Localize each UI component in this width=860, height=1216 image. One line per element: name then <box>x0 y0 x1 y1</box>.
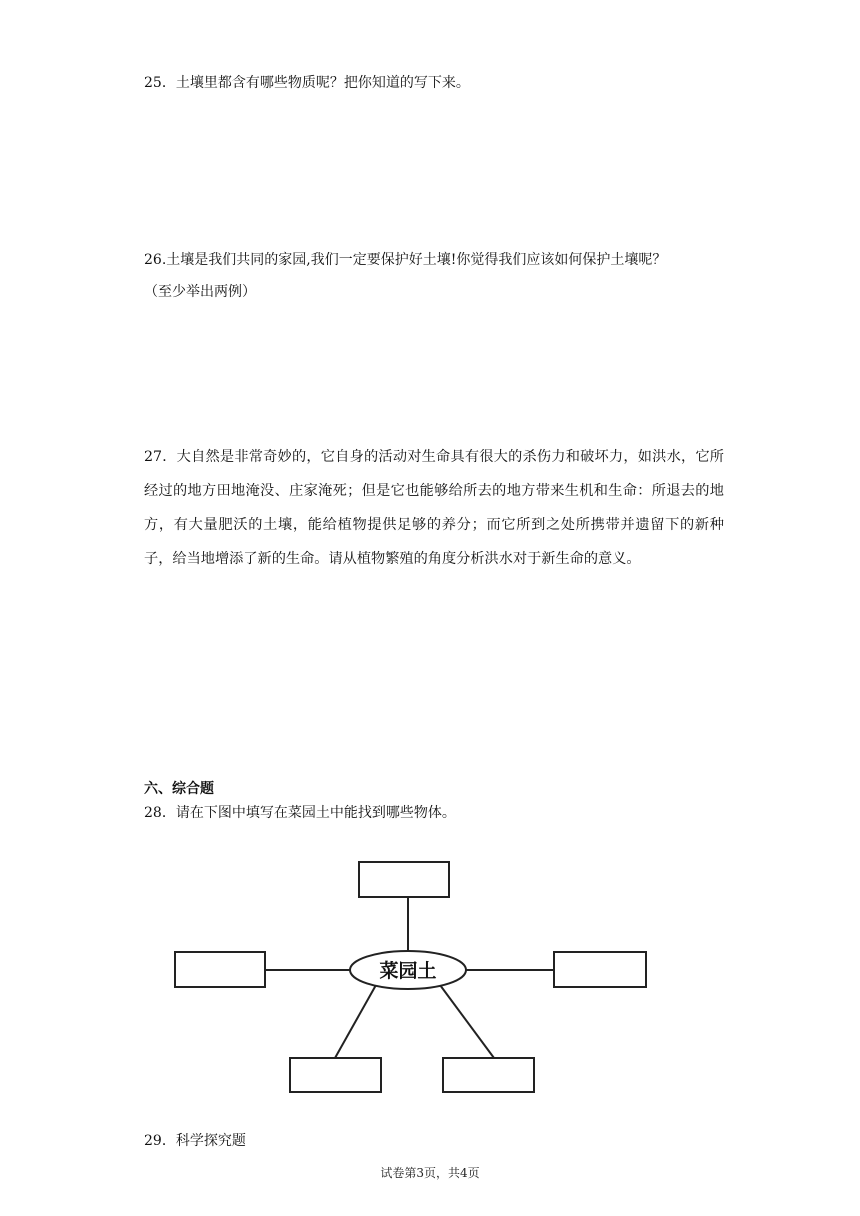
question-26 <box>144 244 724 308</box>
connector-bottom-left <box>335 985 376 1058</box>
question-26-note: （至少举出两例） <box>144 284 256 300</box>
center-label: 菜园土 <box>379 960 437 982</box>
page-footer: 试卷第3页，共4页 <box>380 1166 480 1180</box>
connector-bottom-right <box>440 985 494 1058</box>
answer-box-left[interactable] <box>175 952 265 987</box>
question-26-text: 26.土壤是我们共同的家园,我们一定要保护好土壤!你觉得我们应该如何保护土壤呢？ <box>144 252 667 268</box>
answer-box-bottom-left[interactable] <box>290 1058 381 1092</box>
question-28: 28．请在下图中填写在菜园土中能找到哪些物体。 <box>144 805 456 821</box>
answer-box-right[interactable] <box>554 952 646 987</box>
question-27: 27．大自然是非常奇妙的，它自身的活动对生命具有很大的杀伤力和破坏力，如洪水，它所经过的地方田地淹没、庄家淹死；但是它也能够给所去的地方带来生机和生命：所退去的地方，有大量肥沃的土壤，能给植物提供足够的养分；而它所到之处所携带并遗留下的新种子，给当地增添了新的生命。请从植物繁殖的角度分析洪水对于新生命的意义。 <box>144 449 724 567</box>
answer-box-top[interactable] <box>359 862 449 897</box>
soil-diagram <box>170 855 660 1100</box>
question-29: 29．科学探究题 <box>144 1133 246 1149</box>
answer-box-bottom-right[interactable] <box>443 1058 534 1092</box>
question-25: 25．土壤里都含有哪些物质呢？把你知道的写下来。 <box>144 75 470 91</box>
section-title: 六、综合题 <box>144 781 214 797</box>
